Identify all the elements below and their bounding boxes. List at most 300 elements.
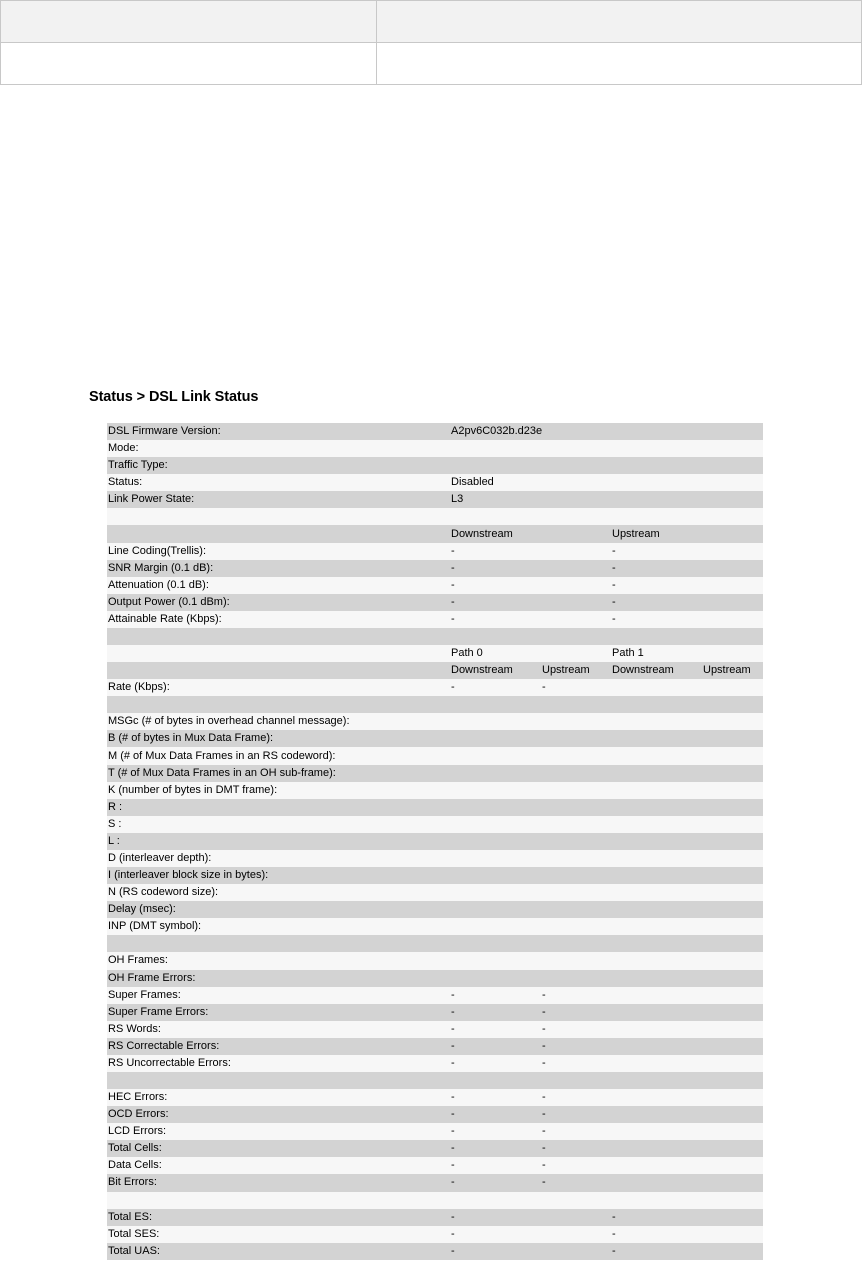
table-row xyxy=(107,918,763,935)
cell-value-col-1 xyxy=(450,765,541,782)
table-row xyxy=(107,1004,763,1021)
cell-value-col-3: - xyxy=(611,594,702,611)
table-row xyxy=(107,1192,763,1209)
cell-row-label: N (RS codeword size): xyxy=(107,884,450,901)
cell-value-col-4 xyxy=(702,987,763,1004)
cell-row-label xyxy=(107,1192,450,1209)
cell-value-col-4 xyxy=(702,696,763,713)
cell-value-col-4 xyxy=(702,713,763,730)
cell-value-col-4 xyxy=(702,782,763,799)
cell-value-col-4 xyxy=(702,952,763,969)
cell-row-label: I (interleaver block size in bytes): xyxy=(107,867,450,884)
cell-value-col-4 xyxy=(702,1038,763,1055)
cell-value-col-1 xyxy=(450,696,541,713)
cell-value-col-4 xyxy=(702,1209,763,1226)
cell-value-col-2 xyxy=(541,833,611,850)
cell-value-col-4 xyxy=(702,1226,763,1243)
cell-value-col-4 xyxy=(702,1072,763,1089)
table-row xyxy=(107,577,763,594)
cell-value-col-4 xyxy=(702,508,763,525)
cell-value-col-2: - xyxy=(541,1123,611,1140)
top-table-cell xyxy=(377,43,862,85)
cell-value-col-2 xyxy=(541,867,611,884)
table-row xyxy=(107,799,763,816)
cell-row-label: Data Cells: xyxy=(107,1157,450,1174)
page-title: Status > DSL Link Status xyxy=(89,389,259,405)
cell-value-col-4 xyxy=(702,423,763,440)
cell-value-col-4 xyxy=(702,765,763,782)
cell-value-col-1: - xyxy=(450,1140,541,1157)
cell-row-label xyxy=(107,645,450,662)
cell-value-col-3 xyxy=(611,765,702,782)
cell-value-col-3 xyxy=(611,1123,702,1140)
cell-value-col-3 xyxy=(611,799,702,816)
cell-value-col-3 xyxy=(611,1106,702,1123)
cell-row-label: Traffic Type: xyxy=(107,457,450,474)
table-row xyxy=(107,628,763,645)
cell-value-col-3 xyxy=(611,474,702,491)
cell-value-col-4 xyxy=(702,560,763,577)
cell-value-col-2 xyxy=(541,1226,611,1243)
table-row xyxy=(107,1157,763,1174)
top-table-cell xyxy=(1,43,377,85)
cell-row-label xyxy=(107,525,450,542)
cell-value-col-2 xyxy=(541,1243,611,1260)
cell-value-col-1: - xyxy=(450,594,541,611)
dsl-status-table xyxy=(107,423,763,1260)
cell-value-col-4 xyxy=(702,594,763,611)
table-row xyxy=(107,1038,763,1055)
cell-value-col-1: - xyxy=(450,1243,541,1260)
table-row xyxy=(107,491,763,508)
table-row xyxy=(107,1106,763,1123)
table-row xyxy=(107,594,763,611)
table-row xyxy=(107,1123,763,1140)
cell-value-col-4 xyxy=(702,935,763,952)
cell-row-label: Bit Errors: xyxy=(107,1174,450,1191)
cell-row-label: OH Frame Errors: xyxy=(107,970,450,987)
cell-row-label xyxy=(107,508,450,525)
cell-row-label: R : xyxy=(107,799,450,816)
cell-row-label: Total ES: xyxy=(107,1209,450,1226)
cell-value-col-1: Downstream xyxy=(450,525,541,542)
cell-value-col-2: Upstream xyxy=(541,662,611,679)
table-row xyxy=(107,747,763,764)
cell-value-col-3 xyxy=(611,918,702,935)
cell-value-col-3 xyxy=(611,713,702,730)
cell-value-col-3 xyxy=(611,730,702,747)
cell-value-col-1: - xyxy=(450,1038,541,1055)
cell-value-col-4 xyxy=(702,1174,763,1191)
cell-value-col-4 xyxy=(702,799,763,816)
cell-row-label: OH Frames: xyxy=(107,952,450,969)
cell-row-label: INP (DMT symbol): xyxy=(107,918,450,935)
cell-value-col-4 xyxy=(702,816,763,833)
table-row xyxy=(107,457,763,474)
table-row xyxy=(107,560,763,577)
cell-value-col-4 xyxy=(702,850,763,867)
cell-value-col-3 xyxy=(611,1038,702,1055)
cell-value-col-1: Disabled xyxy=(450,474,541,491)
cell-row-label: T (# of Mux Data Frames in an OH sub-frame): xyxy=(107,765,450,782)
cell-value-col-1 xyxy=(450,884,541,901)
cell-value-col-2 xyxy=(541,628,611,645)
cell-value-col-1: - xyxy=(450,1123,541,1140)
cell-value-col-4 xyxy=(702,1123,763,1140)
cell-value-col-1: - xyxy=(450,560,541,577)
cell-value-col-4 xyxy=(702,645,763,662)
cell-value-col-3: - xyxy=(611,543,702,560)
cell-value-col-1: - xyxy=(450,1004,541,1021)
table-row xyxy=(107,508,763,525)
cell-value-col-1 xyxy=(450,833,541,850)
cell-value-col-1: - xyxy=(450,1157,541,1174)
table-row xyxy=(107,645,763,662)
cell-value-col-4 xyxy=(702,1192,763,1209)
table-row xyxy=(107,850,763,867)
cell-value-col-1 xyxy=(450,799,541,816)
table-row xyxy=(107,525,763,542)
cell-value-col-1 xyxy=(450,508,541,525)
cell-row-label xyxy=(107,935,450,952)
cell-row-label: Super Frame Errors: xyxy=(107,1004,450,1021)
cell-value-col-1 xyxy=(450,867,541,884)
table-row xyxy=(107,884,763,901)
cell-value-col-2 xyxy=(541,952,611,969)
cell-value-col-1: - xyxy=(450,1021,541,1038)
table-row xyxy=(107,423,763,440)
cell-value-col-4 xyxy=(702,628,763,645)
cell-value-col-2 xyxy=(541,816,611,833)
cell-row-label: OCD Errors: xyxy=(107,1106,450,1123)
cell-value-col-1: - xyxy=(450,987,541,1004)
cell-value-col-4 xyxy=(702,730,763,747)
cell-value-col-1: - xyxy=(450,1106,541,1123)
cell-value-col-3 xyxy=(611,850,702,867)
cell-value-col-2 xyxy=(541,918,611,935)
cell-row-label: SNR Margin (0.1 dB): xyxy=(107,560,450,577)
cell-value-col-4 xyxy=(702,1157,763,1174)
cell-value-col-2: - xyxy=(541,1004,611,1021)
cell-value-col-3 xyxy=(611,782,702,799)
cell-value-col-4 xyxy=(702,970,763,987)
table-row xyxy=(107,987,763,1004)
cell-value-col-3 xyxy=(611,628,702,645)
cell-value-col-2 xyxy=(541,850,611,867)
table-row xyxy=(107,901,763,918)
cell-value-col-1 xyxy=(450,1192,541,1209)
table-row xyxy=(107,833,763,850)
table-row xyxy=(107,730,763,747)
cell-value-col-3 xyxy=(611,1192,702,1209)
cell-value-col-4 xyxy=(702,679,763,696)
cell-row-label: Line Coding(Trellis): xyxy=(107,543,450,560)
cell-value-col-2 xyxy=(541,1072,611,1089)
cell-value-col-2: - xyxy=(541,1106,611,1123)
cell-value-col-3: - xyxy=(611,1226,702,1243)
cell-value-col-1 xyxy=(450,440,541,457)
cell-value-col-2 xyxy=(541,1192,611,1209)
cell-value-col-1: Path 0 xyxy=(450,645,541,662)
cell-value-col-2 xyxy=(541,611,611,628)
cell-value-col-1 xyxy=(450,1072,541,1089)
table-row xyxy=(107,816,763,833)
table-row xyxy=(107,1174,763,1191)
cell-row-label xyxy=(107,628,450,645)
cell-value-col-2 xyxy=(541,440,611,457)
cell-value-col-1 xyxy=(450,935,541,952)
cell-row-label: M (# of Mux Data Frames in an RS codeword): xyxy=(107,747,450,764)
cell-value-col-4 xyxy=(702,747,763,764)
table-row xyxy=(107,935,763,952)
cell-value-col-3 xyxy=(611,440,702,457)
cell-value-col-2: - xyxy=(541,1174,611,1191)
cell-value-col-3 xyxy=(611,816,702,833)
cell-value-col-3: - xyxy=(611,611,702,628)
cell-value-col-2: - xyxy=(541,1089,611,1106)
cell-value-col-3 xyxy=(611,1174,702,1191)
cell-row-label: DSL Firmware Version: xyxy=(107,423,450,440)
top-table-header-cell xyxy=(1,1,377,43)
cell-row-label: LCD Errors: xyxy=(107,1123,450,1140)
cell-value-col-1: - xyxy=(450,611,541,628)
top-table-row xyxy=(1,43,862,85)
cell-value-col-1: - xyxy=(450,577,541,594)
cell-row-label: S : xyxy=(107,816,450,833)
cell-row-label: RS Words: xyxy=(107,1021,450,1038)
cell-value-col-2 xyxy=(541,1209,611,1226)
table-row xyxy=(107,1226,763,1243)
cell-value-col-4: Upstream xyxy=(702,662,763,679)
table-row xyxy=(107,952,763,969)
cell-value-col-3 xyxy=(611,1055,702,1072)
cell-value-col-3 xyxy=(611,1140,702,1157)
cell-value-col-2 xyxy=(541,457,611,474)
cell-value-col-1 xyxy=(450,850,541,867)
cell-value-col-1 xyxy=(450,918,541,935)
cell-value-col-1 xyxy=(450,901,541,918)
top-table-header-row xyxy=(1,1,862,43)
cell-value-col-3 xyxy=(611,457,702,474)
cell-value-col-1 xyxy=(450,628,541,645)
cell-row-label: Total SES: xyxy=(107,1226,450,1243)
cell-value-col-3 xyxy=(611,935,702,952)
cell-value-col-3 xyxy=(611,1004,702,1021)
cell-value-col-3 xyxy=(611,1072,702,1089)
cell-value-col-3: - xyxy=(611,1243,702,1260)
cell-row-label: Rate (Kbps): xyxy=(107,679,450,696)
cell-value-col-3 xyxy=(611,679,702,696)
cell-value-col-4 xyxy=(702,1243,763,1260)
cell-value-col-4 xyxy=(702,1055,763,1072)
cell-value-col-1: - xyxy=(450,1209,541,1226)
cell-value-col-3: - xyxy=(611,1209,702,1226)
cell-value-col-2: - xyxy=(541,987,611,1004)
cell-value-col-1: Downstream xyxy=(450,662,541,679)
table-row xyxy=(107,713,763,730)
cell-value-col-2 xyxy=(541,491,611,508)
table-row xyxy=(107,1140,763,1157)
cell-value-col-1 xyxy=(450,816,541,833)
cell-value-col-1: A2pv6C032b.d23e xyxy=(450,423,541,440)
cell-row-label: MSGc (# of bytes in overhead channel message): xyxy=(107,713,450,730)
cell-value-col-2 xyxy=(541,645,611,662)
cell-value-col-1 xyxy=(450,713,541,730)
cell-value-col-2 xyxy=(541,560,611,577)
cell-value-col-4 xyxy=(702,457,763,474)
table-row xyxy=(107,474,763,491)
cell-value-col-4 xyxy=(702,1140,763,1157)
cell-value-col-2 xyxy=(541,782,611,799)
cell-value-col-1: - xyxy=(450,679,541,696)
cell-value-col-3 xyxy=(611,1021,702,1038)
cell-value-col-4 xyxy=(702,1021,763,1038)
cell-value-col-3 xyxy=(611,491,702,508)
cell-value-col-3 xyxy=(611,833,702,850)
cell-value-col-2: - xyxy=(541,1038,611,1055)
cell-value-col-2 xyxy=(541,901,611,918)
cell-value-col-2 xyxy=(541,884,611,901)
table-row xyxy=(107,765,763,782)
table-row xyxy=(107,1089,763,1106)
table-row xyxy=(107,1021,763,1038)
cell-row-label: D (interleaver depth): xyxy=(107,850,450,867)
cell-row-label xyxy=(107,662,450,679)
cell-value-col-3: - xyxy=(611,577,702,594)
cell-value-col-2: - xyxy=(541,1055,611,1072)
cell-value-col-3 xyxy=(611,1157,702,1174)
cell-row-label: Attainable Rate (Kbps): xyxy=(107,611,450,628)
cell-row-label: Total UAS: xyxy=(107,1243,450,1260)
cell-value-col-3 xyxy=(611,970,702,987)
table-row xyxy=(107,543,763,560)
cell-value-col-4 xyxy=(702,901,763,918)
cell-value-col-4 xyxy=(702,918,763,935)
cell-row-label: Mode: xyxy=(107,440,450,457)
table-row xyxy=(107,662,763,679)
cell-value-col-2 xyxy=(541,525,611,542)
cell-row-label: RS Correctable Errors: xyxy=(107,1038,450,1055)
cell-value-col-2 xyxy=(541,765,611,782)
cell-value-col-2: - xyxy=(541,1140,611,1157)
cell-value-col-1 xyxy=(450,747,541,764)
cell-value-col-2 xyxy=(541,935,611,952)
dsl-status-table-body xyxy=(107,423,763,1260)
cell-value-col-3: Upstream xyxy=(611,525,702,542)
cell-value-col-2 xyxy=(541,970,611,987)
table-row xyxy=(107,1055,763,1072)
cell-value-col-4 xyxy=(702,1106,763,1123)
cell-value-col-2 xyxy=(541,508,611,525)
table-row xyxy=(107,1072,763,1089)
cell-value-col-1 xyxy=(450,457,541,474)
table-row xyxy=(107,679,763,696)
cell-value-col-3 xyxy=(611,884,702,901)
cell-value-col-4 xyxy=(702,833,763,850)
cell-value-col-4 xyxy=(702,525,763,542)
cell-value-col-1: - xyxy=(450,1089,541,1106)
table-row xyxy=(107,1209,763,1226)
cell-value-col-1: - xyxy=(450,1055,541,1072)
cell-value-col-4 xyxy=(702,611,763,628)
cell-value-col-2 xyxy=(541,577,611,594)
cell-row-label: Link Power State: xyxy=(107,491,450,508)
cell-value-col-2 xyxy=(541,747,611,764)
cell-row-label: L : xyxy=(107,833,450,850)
cell-row-label: Status: xyxy=(107,474,450,491)
cell-row-label xyxy=(107,1072,450,1089)
table-row xyxy=(107,440,763,457)
cell-value-col-2 xyxy=(541,713,611,730)
cell-row-label: Super Frames: xyxy=(107,987,450,1004)
cell-value-col-3 xyxy=(611,508,702,525)
cell-value-col-1 xyxy=(450,970,541,987)
cell-value-col-2 xyxy=(541,730,611,747)
cell-row-label: Total Cells: xyxy=(107,1140,450,1157)
cell-value-col-4 xyxy=(702,543,763,560)
cell-row-label: HEC Errors: xyxy=(107,1089,450,1106)
top-table-header-cell xyxy=(377,1,862,43)
cell-row-label: Delay (msec): xyxy=(107,901,450,918)
cell-value-col-3 xyxy=(611,901,702,918)
cell-value-col-1 xyxy=(450,730,541,747)
cell-value-col-2 xyxy=(541,543,611,560)
cell-value-col-2 xyxy=(541,594,611,611)
cell-row-label: Attenuation (0.1 dB): xyxy=(107,577,450,594)
cell-value-col-2 xyxy=(541,474,611,491)
cell-value-col-2: - xyxy=(541,679,611,696)
cell-value-col-4 xyxy=(702,491,763,508)
cell-value-col-2 xyxy=(541,696,611,713)
cell-value-col-2 xyxy=(541,799,611,816)
cell-value-col-4 xyxy=(702,1004,763,1021)
cell-value-col-1: - xyxy=(450,1226,541,1243)
cell-value-col-1: - xyxy=(450,543,541,560)
cell-value-col-3 xyxy=(611,1089,702,1106)
cell-value-col-2: - xyxy=(541,1157,611,1174)
table-row xyxy=(107,782,763,799)
cell-value-col-3 xyxy=(611,423,702,440)
cell-value-col-1 xyxy=(450,952,541,969)
cell-row-label: K (number of bytes in DMT frame): xyxy=(107,782,450,799)
cell-value-col-2 xyxy=(541,423,611,440)
cell-value-col-3: - xyxy=(611,560,702,577)
cell-value-col-1: - xyxy=(450,1174,541,1191)
table-row xyxy=(107,696,763,713)
cell-value-col-2: - xyxy=(541,1021,611,1038)
cell-row-label xyxy=(107,696,450,713)
cell-row-label: RS Uncorrectable Errors: xyxy=(107,1055,450,1072)
cell-value-col-3: Path 1 xyxy=(611,645,702,662)
cell-value-col-3 xyxy=(611,867,702,884)
cell-value-col-1 xyxy=(450,782,541,799)
cell-row-label: Output Power (0.1 dBm): xyxy=(107,594,450,611)
cell-value-col-4 xyxy=(702,474,763,491)
cell-value-col-4 xyxy=(702,577,763,594)
cell-value-col-3: Downstream xyxy=(611,662,702,679)
cell-value-col-4 xyxy=(702,440,763,457)
table-row xyxy=(107,1243,763,1260)
table-row xyxy=(107,611,763,628)
cell-value-col-3 xyxy=(611,987,702,1004)
cell-value-col-4 xyxy=(702,1089,763,1106)
cell-value-col-3 xyxy=(611,747,702,764)
table-row xyxy=(107,970,763,987)
cell-value-col-4 xyxy=(702,867,763,884)
cell-value-col-1: L3 xyxy=(450,491,541,508)
table-row xyxy=(107,867,763,884)
cell-value-col-3 xyxy=(611,696,702,713)
